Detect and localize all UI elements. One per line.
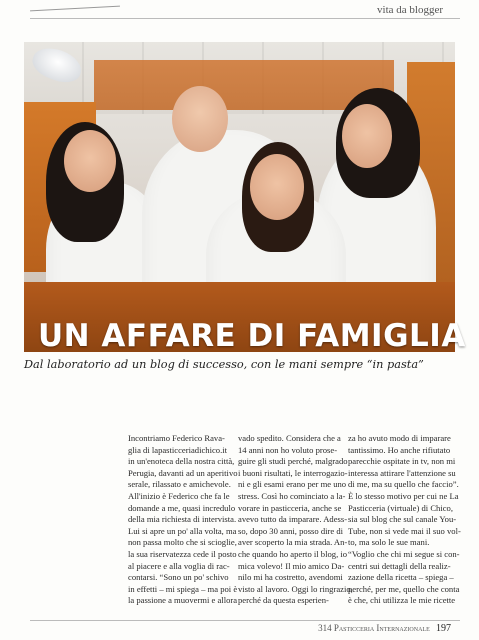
column-line: ni e gli esami erano per me uno [238,479,347,490]
article-subtitle: Dal laboratorio ad un blog di successo, con le mani sempre “in pasta” [24,358,424,371]
column-line: interessa attirare l'attenzione su [348,467,456,478]
column-line: vado spedito. Considera che a [238,433,341,443]
column-line: Lui si apre un po' alla volta, ma [128,525,237,536]
column-line: la sua riservatezza cede il posto [128,548,237,559]
column-line: to, ma solo le sue mani. [348,537,430,548]
column-line: zazione della ricetta – spiega – [348,572,454,583]
column-line: Pasticceria (virtuale) di Chico, [348,502,453,513]
column-line: visto al lavoro. Oggi lo ringrazio, [238,583,353,594]
body-column-3 [348,433,461,607]
section-label: vita da blogger [377,4,443,16]
column-line: centri sui dettagli della realiz- [348,560,451,571]
column-line: al piacere e alla voglia di rac- [128,560,230,571]
column-line: Incontriamo Federico Rava- [128,433,225,443]
column-line: parecchie ospitate in tv, non mi [348,456,456,467]
column-line: di me, ma su quello che faccio”. [348,479,459,490]
column-line: perché, per me, quello che conta [348,583,460,594]
column-line: che quando ho aperto il blog, io [238,548,348,559]
column-line: “Voglio che chi mi segue si con- [348,548,460,559]
family-photo [24,42,466,354]
person-front-face [250,154,304,220]
column-line: domande a me, quasi incredulo [128,502,236,513]
column-line: aver scoperto la mia strada. An- [238,537,348,548]
header-rule [30,18,460,19]
person-right-face [342,104,392,168]
column-line: mica volevo! Il mio amico Da- [238,560,345,571]
column-line: i buoni risultati, le interrogazio- [238,467,348,478]
column-line: è che, chi utilizza le mie ricette [348,595,456,606]
body-column-1 [128,433,238,607]
column-line: nilo mi ha costretto, avendomi [238,572,343,583]
column-line: glia di lapasticceriadichico.it [128,444,228,455]
column-line: 14 anni non ho voluto prose- [238,444,338,455]
column-line: avevo tutto da imparare. Adess- [238,514,348,525]
body-column-2 [238,433,353,607]
column-line: in effetti – mi spiega – ma poi è [128,583,238,594]
column-line: so, dopo 30 anni, posso dire di [238,525,344,536]
column-line: non passa molto che si scioglie, [128,537,237,548]
footer-magazine-name: Pasticceria Internazionale [333,623,430,633]
footer-sheet-number: 197 [436,623,451,634]
column-line: guire gli studi perché, malgrado [238,456,348,467]
page-footer [318,623,451,634]
column-line: tantissimo. Ho anche rifiutato [348,444,451,455]
column-line: in un'enoteca della nostra città, [128,456,235,467]
column-line: perché da questa esperien- [238,595,329,606]
column-line: All'inizio è Federico che fa le [128,490,230,501]
column-line: Tube, non si vede mai il suo vol- [348,525,461,536]
column-line: la passione a muovermi e allora [128,595,238,606]
person-left-face [64,130,116,192]
column-line: stress. Così ho cominciato a la- [238,490,346,501]
column-line: È lo stesso motivo per cui ne La [348,490,459,501]
column-line: Perugia, davanti ad un aperitivo [128,467,238,478]
footer-page-number: 314 [318,623,332,633]
column-line: vorare in pasticceria, anche se [238,502,342,513]
column-line: contarsi. “Sono un po' schivo [128,572,229,583]
header-accent-line [30,6,120,12]
column-line: za ho avuto modo di imparare [348,433,451,443]
column-line: serale, rilassato e amichevole. [128,479,231,490]
person-center-face [172,86,228,152]
article-headline: UN AFFARE DI FAMIGLIA [38,318,466,354]
column-line: della mia richiesta di intervista. [128,514,237,525]
footer-rule [30,620,460,621]
column-line: sia sul blog che sul canale You- [348,514,457,525]
